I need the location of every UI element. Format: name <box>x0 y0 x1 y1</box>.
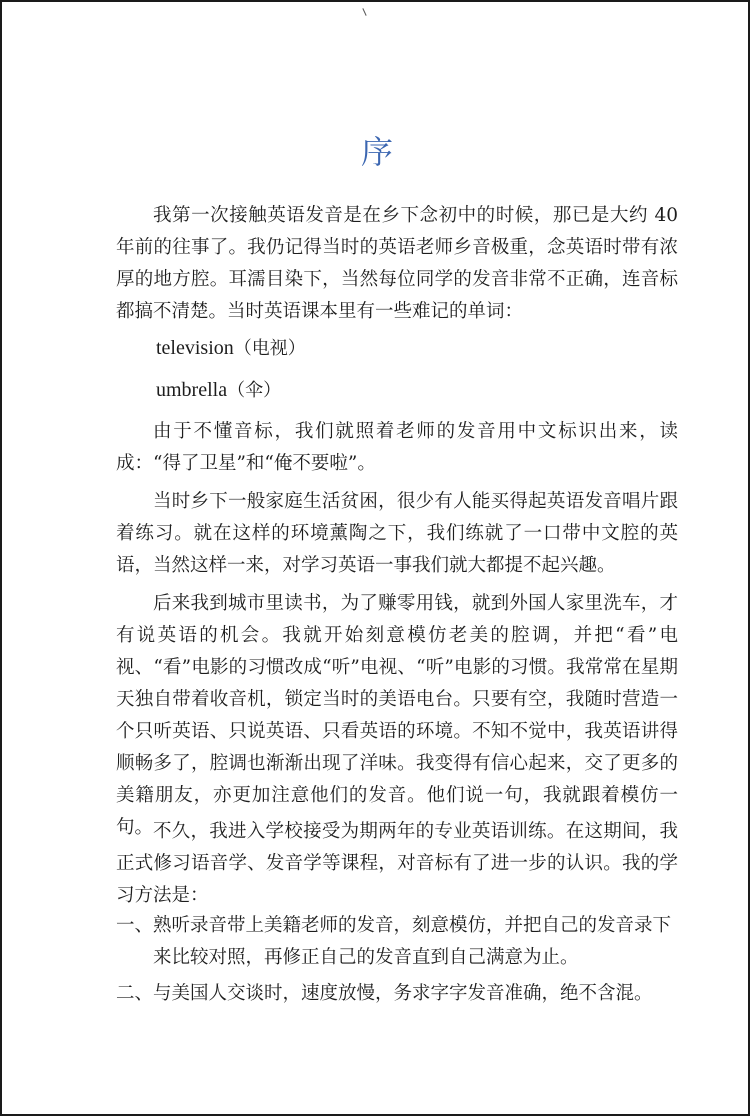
method-item-1 <box>116 910 678 974</box>
method-text: 熟听录音带上美籍老师的发音，刻意模仿，并把自己的发音录下来比较对照，再修正自己的发音直到自己满意为止。 <box>153 915 672 968</box>
list-marker: 二、 <box>116 983 154 1004</box>
paragraph-3: 当时乡下一般家庭生活贫困，很少有人能买得起英语发音唱片跟着练习。就在这样的环境薰陶之下，我们练就了一口带中文腔的英语，当然这样一来，对学习英语一事我们就大都提不起兴趣。 <box>116 491 678 576</box>
paragraph-4: 后来我到城市里读书，为了赚零用钱，就到外国人家里洗车，才有说英语的机会。我就开始刻意模仿老美的腔调，并把“看”电视、“看”电影的习惯改成“听”电视、“听”电影的习惯。我常常在星期天独自带着收音机，锁定当时的美语电台。只要有空，我随时营造一个只听英语、只说英语、只看英语的环境。不知不觉中，我英语讲得顺畅多了，腔调也渐渐出现了洋味。我变得有信心起来，交了更多的美籍朋友，亦更加注意他们的发音。他们说一句，我就跟着模仿一句。 <box>116 593 678 838</box>
vocab-item <box>116 374 678 407</box>
method-item-2 <box>116 978 678 1010</box>
vocab-word: television <box>156 337 234 359</box>
scan-mark <box>362 8 366 16</box>
paragraph-5: 不久，我进入学校接受为期两年的专业英语训练。在这期间，我正式修习语音学、发音学等课程，对音标有了进一步的认识。我的学习方法是： <box>116 821 678 906</box>
paragraph-1: 我第一次接触英语发音是在乡下念初中的时候，那已是大约 40 年前的往事了。我仍记得当时的英语老师乡音极重，念英语时带有浓厚的地方腔。耳濡目染下，当然每位同学的发音非常不正确，连音标都搞不清楚。当时英语课本里有一些难记的单词： <box>116 205 678 322</box>
vocab-meaning: （伞） <box>227 380 282 401</box>
paragraph-2: 由于不懂音标，我们就照着老师的发音用中文标识出来，读成：“得了卫星”和“俺不要啦”。 <box>116 421 678 474</box>
method-text: 与美国人交谈时，速度放慢，务求字字发音准确，绝不含混。 <box>153 983 653 1004</box>
list-marker: 一、 <box>116 915 154 936</box>
vocab-meaning: （电视） <box>233 338 306 359</box>
page-title: 序 <box>360 133 393 171</box>
vocab-item <box>116 332 678 365</box>
vocab-word: umbrella <box>156 379 228 401</box>
